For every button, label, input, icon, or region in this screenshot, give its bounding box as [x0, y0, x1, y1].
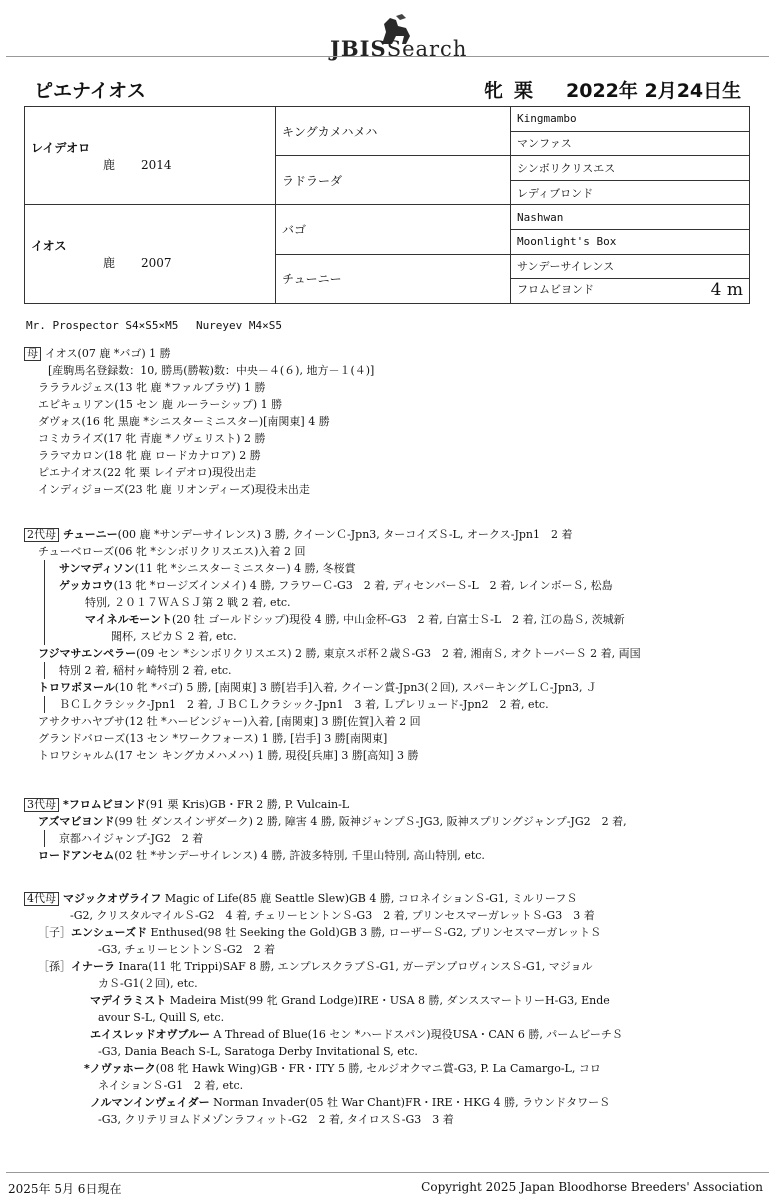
foal-count: 4 m — [710, 280, 743, 301]
list-item[interactable]: トロワシャルム(17 セン キングカメハメハ) 1 勝, 現役[兵庫] 3 勝[高知] 3 勝 — [38, 749, 419, 762]
dam-name: イオス — [31, 239, 67, 254]
third-dam-section — [24, 796, 764, 864]
pedigree-ssd[interactable]: マンファス — [511, 131, 750, 156]
pedigree-sds[interactable]: シンボリクリスエス — [511, 156, 750, 181]
offspring-record: Inara(11 牝 Trippi)SAF 8 勝, エンプレスクラブＳ-G1, ガーデンプロヴィンスＳ-G1, マジョル — [115, 960, 593, 973]
dam-tag: 母 — [24, 347, 41, 361]
fourth-dam-record-cont: -G2, クリスタルマイルＳ-G2 4 着, チェリーヒントンＳ-G3 2 着, プリンセスマーガレットＳ-G3 3 着 — [70, 909, 595, 922]
offspring-record-cont: ネイションＳ-G1 2 着, etc. — [98, 1079, 244, 1092]
list-item[interactable]: エピキュリアン(15 セン 鹿 ルーラーシップ) 1 勝 — [38, 398, 283, 411]
list-item[interactable]: ラララルジェス(13 牝 鹿 *ファルブラヴ) 1 勝 — [38, 381, 266, 394]
offspring-record: (99 牡 ダンスインザダーク) 2 勝, 障害 4 勝, 阪神ジャンプＳ-JG3, 阪神スプリングジャンプ-JG2 2 着, — [114, 815, 627, 828]
sire-year: 2014 — [141, 157, 172, 172]
offspring-record-cont: 特別 2 着, 稲村ヶ崎特別 2 着, etc. — [59, 664, 232, 677]
offspring-name[interactable]: フジマサエンペラー — [38, 647, 137, 660]
offspring-record-cont: 京都ハイジャンプ-JG2 2 着 — [59, 832, 204, 845]
list-item[interactable]: アサクサハヤブサ(12 牡 *ハービンジャー)入着, [南関東] 3 勝[佐賀]入着 2 回 — [38, 715, 421, 728]
offspring-name[interactable]: ゲッカコウ — [59, 579, 114, 592]
child-label: ［子］ — [38, 926, 71, 939]
offspring-record-cont: avour S-L, Quill S, etc. — [98, 1011, 225, 1024]
offspring-record-cont: 聞杯, スピカＳ 2 着, etc. — [111, 630, 237, 643]
fourth-dam-tag: 4代母 — [24, 892, 59, 906]
pedigree-ss[interactable]: キングカメハメハ — [276, 107, 511, 156]
dam-year: 2007 — [141, 256, 172, 271]
third-dam-record: (91 栗 Kris)GB・FR 2 勝, P. Vulcain-L — [145, 798, 350, 811]
dam-summary[interactable]: イオス(07 鹿 *バゴ) 1 勝 — [45, 347, 171, 360]
offspring-record: (11 牝 *シニスターミニスター) 4 勝, 冬桜賞 — [134, 562, 356, 575]
pedigree-sire[interactable] — [25, 107, 276, 205]
third-dam-name[interactable]: *フロムビヨンド — [63, 798, 146, 811]
list-item[interactable]: グランドバローズ(13 セン *ワークフォース) 1 勝, [岩手] 3 勝[南関東] — [38, 732, 388, 745]
offspring-name[interactable]: イナーラ — [71, 960, 115, 973]
pedigree-dds[interactable]: サンデーサイレンス — [511, 254, 750, 279]
offspring-record-cont: 特別, ２０１７ＷＡＳＪ第 2 戦 2 着, etc. — [85, 596, 291, 609]
pedigree-ddd: フロムビヨンド — [517, 283, 594, 297]
third-dam-tag: 3代母 — [24, 798, 59, 812]
offspring-record: (02 牡 *サンデーサイレンス) 4 勝, 許波多特別, 千里山特別, 高山特別, etc. — [114, 849, 485, 862]
offspring-name[interactable]: エイスレッドオヴブルー — [90, 1028, 211, 1041]
list-item[interactable]: ダヴォス(16 牝 黒鹿 *シニスターミニスター)[南関東] 4 勝 — [38, 415, 330, 428]
fourth-dam-section — [24, 890, 764, 1128]
offspring-record-cont: ＢＣＬクラシック-Jpn1 2 着, ＪＢＣＬクラシック-Jpn1 3 着, Ｌプレリュード-Jpn2 2 着, etc. — [59, 698, 549, 711]
pedigree-dam[interactable] — [25, 205, 276, 303]
horse-color: 栗 — [514, 80, 534, 102]
offspring-name[interactable]: アズマビヨンド — [38, 815, 115, 828]
offspring-record: (08 牝 Hawk Wing)GB・FR・ITY 5 勝, セルジオクマニ賞-G3, P. La Camargo-L, コロ — [155, 1062, 601, 1075]
offspring-name[interactable]: サンマディソン — [59, 562, 135, 575]
offspring-name[interactable]: ノルマンインヴェイダー — [90, 1096, 210, 1109]
second-dam-section — [24, 526, 764, 764]
pedigree-table — [24, 106, 750, 304]
list-item[interactable]: チューベローズ(06 牝 *シンボリクリスエス)入着 2 回 — [38, 545, 306, 558]
offspring-record-cont: カＳ-G1(２回), etc. — [98, 977, 198, 990]
dam-color: 鹿 — [103, 256, 116, 271]
offspring-record: (13 牝 *ロージズインメイ) 4 勝, フラワーＣ-G3 2 着, ディセンバーＳ-L 2 着, レインボーＳ, 松島 — [113, 579, 613, 592]
fourth-dam-record: Magic of Life(85 鹿 Seattle Slew)GB 4 勝, コロネイションＳ-G1, ミルリーフＳ — [161, 892, 578, 905]
offspring-record: (20 牡 ゴールドシップ)現役 4 勝, 中山金杯-G3 2 着, 白富士Ｓ-L 2 着, 江の島Ｓ, 茨城新 — [172, 613, 625, 626]
offspring-name[interactable]: マデイラミスト — [90, 994, 167, 1007]
offspring-record: (10 牝 *バゴ) 5 勝, [南関東] 3 勝[岩手]入着, クイーン賞-Jpn3(２回), スパーキングＬＣ-Jpn3, Ｊ — [114, 681, 597, 694]
sire-name: レイデオロ — [31, 140, 91, 155]
offspring-name[interactable]: ロードアンセム — [38, 849, 115, 862]
horse-birthdate: 2022年 2月24日生 — [566, 80, 742, 102]
horse-name: ピエナイオス — [34, 80, 146, 102]
offspring-name[interactable]: トロワボヌール — [38, 681, 115, 694]
logo-text: JBISSearch — [330, 36, 468, 61]
second-dam-tag: 2代母 — [24, 528, 59, 542]
offspring-record: Norman Invader(05 牡 War Chant)FR・IRE・HKG 4 勝, ラウンドタワーＳ — [209, 1096, 611, 1109]
site-logo[interactable] — [0, 8, 775, 61]
offspring-name[interactable]: *ノヴァホーク — [84, 1062, 156, 1075]
grandchild-label: ［孫］ — [38, 960, 71, 973]
pedigree-sdd[interactable]: レディブロンド — [511, 180, 750, 205]
as-of-date: 2025年 5月 6日現在 — [8, 1182, 122, 1196]
dam-offspring-stats: [産駒馬名登録数：10, 勝馬(勝鞍)数：中央－４(６), 地方－１(４)] — [48, 364, 375, 377]
fourth-dam-name[interactable]: マジックオヴライフ — [63, 892, 162, 905]
copyright: Copyright 2025 Japan Bloodhorse Breeders' Association — [421, 1180, 763, 1194]
pedigree-dss[interactable]: Nashwan — [511, 205, 750, 230]
pedigree-dd[interactable]: チューニー — [276, 254, 511, 303]
pedigree-sd[interactable]: ラドラーダ — [276, 156, 511, 205]
pedigree-ddd-cell[interactable] — [511, 279, 750, 304]
list-item[interactable]: コミカライズ(17 牝 青鹿 *ノヴェリスト) 2 勝 — [38, 432, 266, 445]
second-dam-name[interactable]: チューニー — [63, 528, 118, 541]
pedigree-ds[interactable]: バゴ — [276, 205, 511, 254]
offspring-record: A Thread of Blue(16 セン *ハードスパン)現役USA・CAN 6 勝, パームビーチＳ — [210, 1028, 623, 1041]
second-dam-record: (00 鹿 *サンデーサイレンス) 3 勝, クイーンＣ-Jpn3, ターコイズＳ-L, オークス-Jpn1 2 着 — [117, 528, 573, 541]
offspring-record-cont: -G3, チェリーヒントンＳ-G2 2 着 — [98, 943, 276, 956]
horse-sex: 牝 — [484, 80, 504, 102]
footer-divider — [6, 1172, 769, 1173]
pedigree-sss[interactable]: Kingmambo — [511, 107, 750, 132]
pedigree-dsd[interactable]: Moonlight's Box — [511, 229, 750, 254]
sire-color: 鹿 — [103, 157, 116, 172]
offspring-record: (09 セン *シンボリクリスエス) 2 勝, 東京スポ杯２歳Ｓ-G3 2 着, 湘南Ｓ, オクトーバーＳ 2 着, 両国 — [136, 647, 641, 660]
list-item[interactable]: インディジョーズ(23 牝 鹿 リオンディーズ)現役未出走 — [38, 483, 310, 496]
offspring-name[interactable]: エンシューズド — [71, 926, 147, 939]
inbreeding-note: Mr. Prospector S4×S5×M5 Nureyev M4×S5 — [26, 319, 283, 332]
offspring-record-cont: -G3, Dania Beach S-L, Saratoga Derby Invitational S, etc. — [98, 1045, 418, 1058]
offspring-record: Madeira Mist(99 牝 Grand Lodge)IRE・USA 8 勝, ダンススマートリーH-G3, Ende — [166, 994, 610, 1007]
list-item[interactable]: ララマカロン(18 牝 鹿 ロードカナロア) 2 勝 — [38, 449, 261, 462]
offspring-record: Enthused(98 牡 Seeking the Gold)GB 3 勝, ローザーＳ-G2, プリンセスマーガレットＳ — [146, 926, 602, 939]
offspring-record-cont: -G3, クリテリヨムドメゾンラフィット-G2 2 着, タイロスＳ-G3 3 着 — [98, 1113, 454, 1126]
offspring-name[interactable]: マイネルモーント — [85, 613, 173, 626]
list-item[interactable]: ピエナイオス(22 牝 栗 レイデオロ)現役出走 — [38, 466, 257, 479]
header-divider — [6, 56, 769, 57]
dam-section — [24, 345, 764, 498]
